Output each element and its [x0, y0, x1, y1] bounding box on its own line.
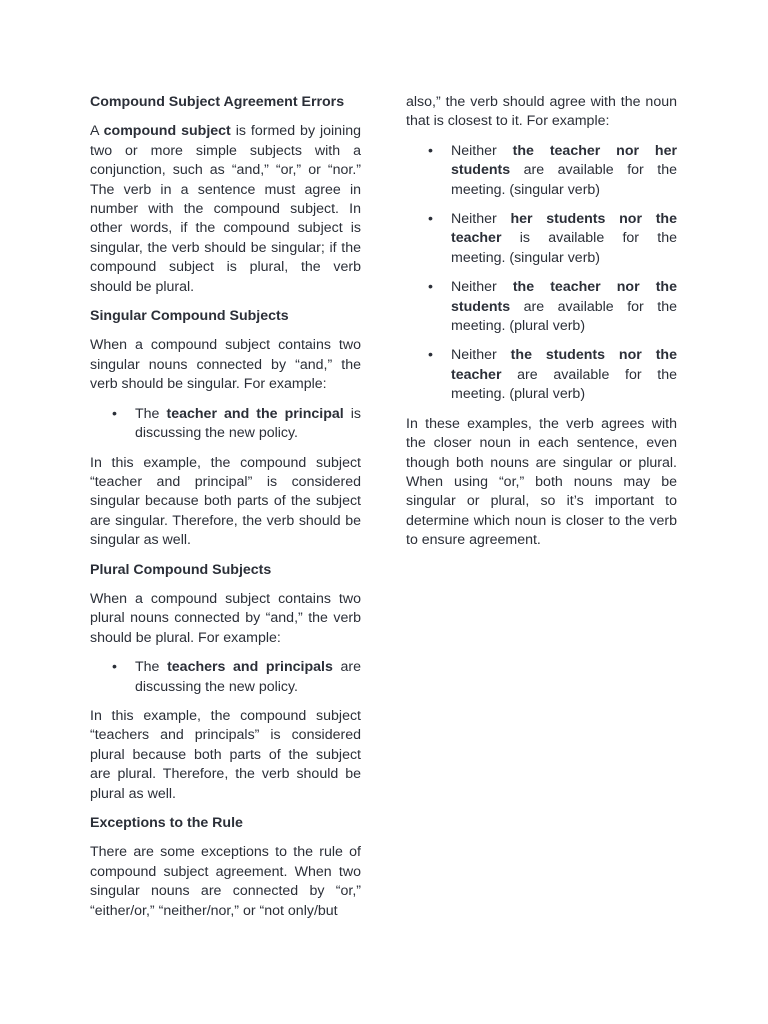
- bullet-icon: •: [428, 347, 433, 364]
- plural-paragraph: When a compound subject contains two plural nouns connected by “and,” the verb should be plural. For example:: [90, 590, 361, 646]
- section-heading-exceptions: Exceptions to the Rule: [90, 815, 243, 831]
- plural-explanation: In this example, the compound subject “teachers and principals” is considered plural because both parts of the subject are plural. Therefore, the verb should be plural as well.: [90, 707, 361, 802]
- singular-paragraph: When a compound subject contains two singular nouns connected by “and,” the verb should be singular. For example:: [90, 337, 361, 393]
- example-pre: Neither: [451, 211, 511, 228]
- section-heading-plural: Plural Compound Subjects: [90, 561, 272, 578]
- example-post: are discussing the new policy.: [135, 659, 362, 695]
- intro-text-2: is formed by joining two or more simple subjects with a conjunction, such as “and,” “or,” or “nor.” The verb in a sentence must agree in number with the compound subject. In other words, if the compound subject is singular, the verb should be singular; if the compound subject is plural, the verb should be plural.: [90, 123, 362, 295]
- example-post: are available for the meeting. (plural verb): [451, 366, 677, 403]
- list-item: [406, 142, 677, 200]
- example-pre: Neither: [451, 142, 513, 159]
- section-heading-main: Compound Subject Agreement Errors: [90, 94, 345, 110]
- bullet-icon: •: [428, 142, 433, 159]
- singular-example-list: [90, 405, 361, 444]
- example-bold: teachers and principals: [167, 659, 333, 676]
- example-post: is discussing the new policy.: [135, 405, 362, 442]
- plural-example-list: [90, 658, 361, 697]
- example-pre: Neither: [451, 347, 511, 364]
- example-bold: teacher and the principal: [166, 405, 344, 422]
- example-post: are available for the meeting. (plural verb): [451, 298, 677, 335]
- example-pre: Neither: [451, 279, 513, 296]
- example-post: is available for the meeting. (singular verb): [451, 230, 677, 266]
- bullet-icon: •: [428, 279, 433, 296]
- example-pre: The: [135, 405, 167, 422]
- section-heading-singular: Singular Compound Subjects: [90, 308, 289, 325]
- bullet-icon: •: [428, 211, 433, 228]
- singular-explanation: In this example, the compound subject “teacher and principal” is considered singular because both parts of the subject are singular. Therefore, the verb should be singular as well.: [90, 454, 361, 549]
- bullet-icon: •: [112, 405, 117, 422]
- continuation-paragraph: also,” the verb should agree with the noun that is closest to it. For example:: [406, 94, 677, 130]
- list-item: [90, 405, 361, 444]
- list-item: [406, 278, 677, 336]
- exceptions-example-list: [406, 142, 677, 405]
- example-pre: The: [135, 659, 168, 676]
- list-item: [406, 210, 677, 268]
- list-item: [406, 346, 677, 404]
- example-bold: the teacher nor her students: [451, 142, 678, 179]
- left-column: [90, 93, 361, 931]
- example-bold: her students nor the teacher: [451, 211, 677, 247]
- right-column: [406, 93, 677, 561]
- intro-paragraph: [90, 122, 361, 297]
- intro-bold-term: compound subject: [103, 123, 231, 140]
- list-item: [90, 658, 361, 697]
- example-bold: the teacher nor the students: [451, 279, 677, 315]
- bullet-icon: •: [112, 659, 117, 676]
- example-bold: the students nor the teacher: [451, 347, 677, 383]
- example-post: are available for the meeting. (singular verb): [451, 162, 677, 198]
- conclusion-paragraph: In these examples, the verb agrees with the closer noun in each sentence, even though both nouns are singular or plural. When using “or,” both nouns may be singular or plural, so it’s important to determine which noun is closer to the verb to ensure agreement.: [406, 415, 677, 549]
- intro-text-1: A: [90, 123, 104, 140]
- exceptions-paragraph: There are some exceptions to the rule of compound subject agreement. When two singular nouns are connected by “or,” “either/or,” “neither/nor,” or “not only/but: [90, 844, 361, 919]
